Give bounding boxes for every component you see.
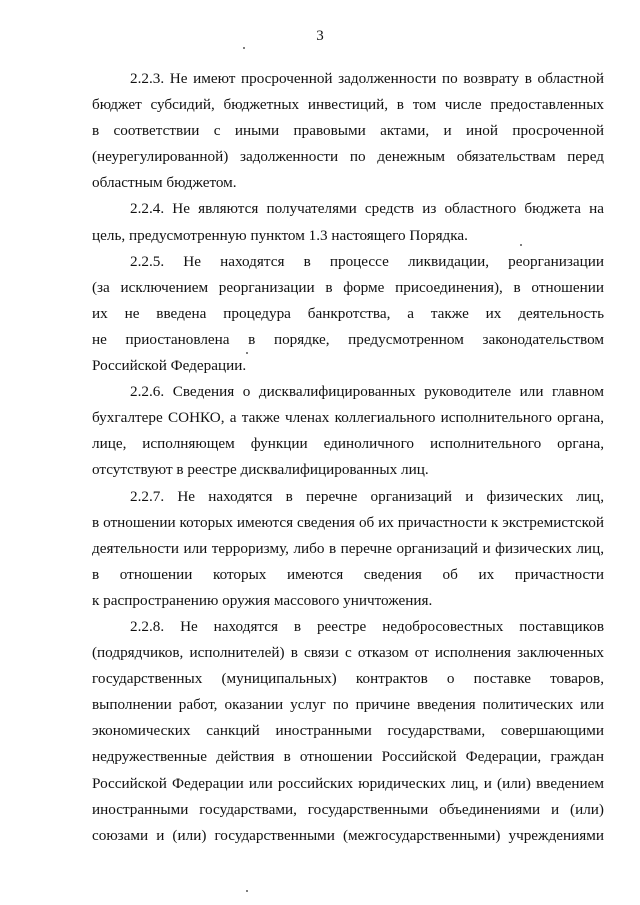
- text-line: недружественные действия в отношении Российской Федерации, граждан: [92, 748, 604, 766]
- text-line: их не введена процедура банкротства, а также их деятельность: [92, 304, 604, 322]
- paragraph-2-2-8: [92, 614, 604, 849]
- text-line: союзами и (или) государственными (межгосударственными) учреждениями: [92, 826, 604, 844]
- text-line: 2.2.6. Сведения о дисквалифицированных руководителе или главном: [130, 383, 604, 401]
- paragraph-2-2-4: [92, 196, 604, 248]
- text-line: деятельности или терроризму, либо в перечне организаций и физических лиц,: [92, 539, 604, 557]
- text-line: государственных (муниципальных) контрактов о поставке товаров,: [92, 670, 604, 688]
- text-line: 2.2.3. Не имеют просроченной задолженности по возврату в областной: [130, 70, 604, 87]
- text-line: к распространению оружия массового уничтожения.: [92, 591, 433, 609]
- text-line: Российской Федерации или российских юридических лиц, и (или) введением: [92, 774, 604, 792]
- text-line: (неурегулированной) задолженности по денежным обязательствам перед: [92, 148, 604, 166]
- paragraph-2-2-5: [92, 249, 604, 379]
- scan-speck: [520, 244, 522, 246]
- paragraph-2-2-7: [92, 484, 604, 614]
- scan-speck: [246, 890, 248, 892]
- paragraph-2-2-6: [92, 379, 604, 483]
- text-line: Российской Федерации.: [92, 357, 247, 375]
- text-line: цель, предусмотренную пунктом 1.3 настоящего Порядка.: [92, 226, 468, 244]
- text-line: в отношении которых имеются сведения об их причастности: [92, 565, 604, 583]
- text-line: (подрядчиков, исполнителей) в связи с отказом от исполнения заключенных: [92, 644, 604, 662]
- document-body: [92, 66, 604, 849]
- page-number: 3: [316, 28, 324, 44]
- text-line: не приостановлена в порядке, предусмотренном законодательством: [92, 330, 604, 348]
- text-line: в соответствии с иными правовыми актами, и иной просроченной: [92, 122, 604, 140]
- text-line: выполнении работ, оказании услуг по причине введения политических или: [92, 696, 604, 714]
- text-line: 2.2.7. Не находятся в перечне организаций и физических лиц,: [130, 487, 604, 505]
- text-line: экономических санкций иностранными государствами, совершающими: [92, 722, 604, 740]
- scan-speck: [243, 47, 245, 49]
- text-line: бухгалтере СОНКО, а также членах коллегиального исполнительного органа,: [92, 409, 604, 427]
- text-line: в отношении которых имеются сведения об их причастности к экстремистской: [92, 513, 604, 531]
- text-line: иностранными государствами, государственными объединениями и (или): [92, 800, 604, 818]
- text-line: 2.2.4. Не являются получателями средств из областного бюджета на: [130, 200, 604, 218]
- text-line: областным бюджетом.: [92, 174, 237, 192]
- text-line: бюджет субсидий, бюджетных инвестиций, в том числе предоставленных: [92, 96, 604, 114]
- text-line: (за исключением реорганизации в форме присоединения), в отношении: [92, 278, 604, 296]
- scan-speck: [246, 352, 248, 354]
- text-line: 2.2.8. Не находятся в реестре недобросовестных поставщиков: [130, 617, 604, 635]
- text-line: 2.2.5. Не находятся в процессе ликвидации, реорганизации: [130, 252, 604, 270]
- paragraph-2-2-3: [92, 66, 604, 196]
- text-line: отсутствуют в реестре дисквалифицированных лиц.: [92, 461, 429, 479]
- text-line: лице, исполняющем функции единоличного исполнительного органа,: [92, 435, 604, 453]
